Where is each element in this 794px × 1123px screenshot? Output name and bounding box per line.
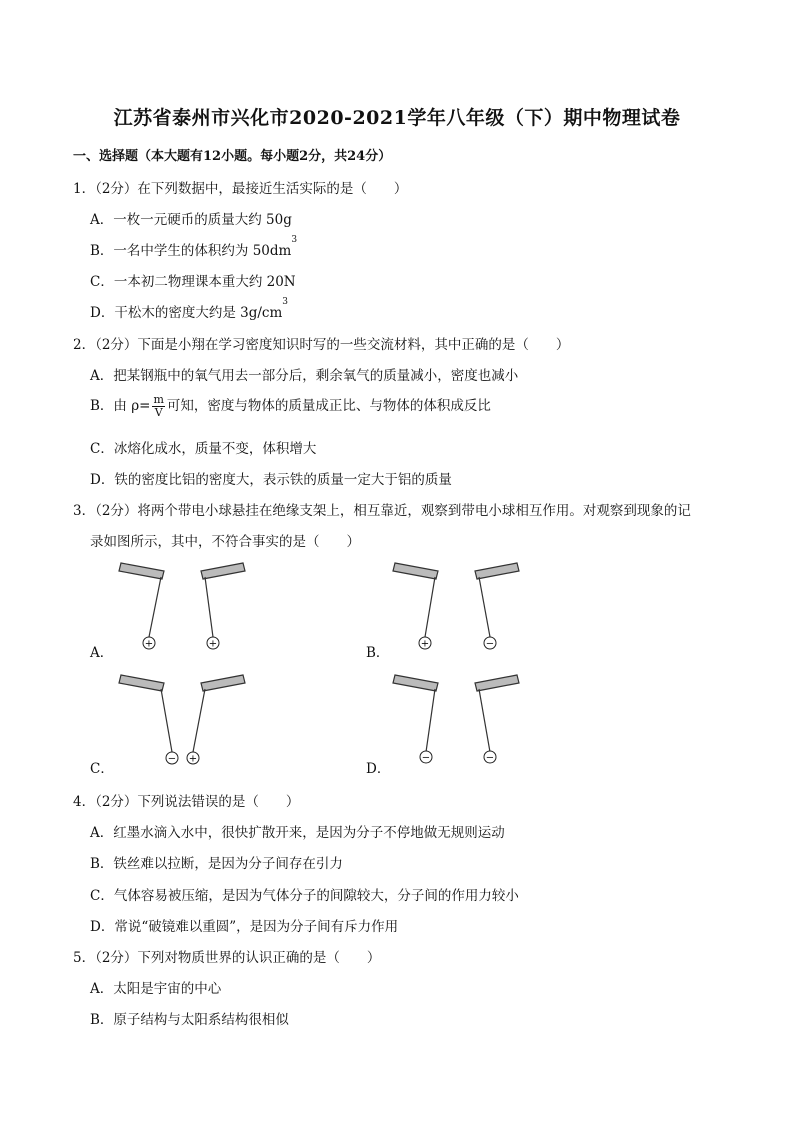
question-3-stem-line-1: 3．（2分）将两个带电小球悬挂在绝缘支架上，相互靠近，观察到带电小球相互作用。对观察到现象的记 (73, 503, 691, 519)
superscript: 3 (282, 297, 288, 307)
thread (193, 689, 205, 752)
figure-label-d: D． (366, 761, 391, 777)
charge-sign: + (144, 638, 154, 650)
thread (425, 577, 435, 637)
charge-sign: − (485, 752, 495, 764)
question-4-option-b: B．铁丝难以拉断，是因为分子间存在引力 (90, 856, 343, 872)
question-4-option-c: C．气体容易被压缩，是因为气体分子的间隙较大，分子间的作用力较小 (90, 888, 519, 904)
charge-sign: + (420, 638, 430, 650)
question-5-stem: 5．（2分）下列对物质世界的认识正确的是（ ） (73, 950, 381, 966)
support-rod (119, 563, 164, 579)
question-4-option-d: D．常说“破镜难以重圆”，是因为分子间有斥力作用 (90, 919, 399, 935)
question-2-option-c: C．冰熔化成水，质量不变，体积增大 (90, 441, 317, 457)
diagram-c (119, 675, 245, 752)
charge-sign: − (485, 638, 495, 650)
diagram-b (393, 563, 519, 637)
support-rod (475, 675, 519, 691)
question-1-stem: 1．（2分）在下列数据中，最接近生活实际的是（ ） (73, 181, 408, 197)
exam-title: 江苏省泰州市兴化市2020-2021学年八年级（下）期中物理试卷 (113, 107, 681, 129)
thread (161, 689, 172, 752)
figure-label-b: B． (366, 645, 390, 661)
question-4-stem: 4．（2分）下列说法错误的是（ ） (73, 794, 300, 810)
question-5-option-a: A．太阳是宇宙的中心 (90, 981, 222, 997)
thread (479, 689, 490, 752)
question-2-stem: 2．（2分）下面是小翔在学习密度知识时写的一些交流材料，其中正确的是（ ） (73, 337, 570, 353)
support-rod (393, 675, 438, 691)
support-rod (475, 563, 519, 579)
diagram-a (119, 563, 245, 637)
question-5-option-b: B．原子结构与太阳系结构很相似 (90, 1012, 289, 1028)
question-4-option-a: A．红墨水滴入水中，很快扩散开来，是因为分子不停地做无规则运动 (90, 825, 505, 841)
question-3-stem-line-2: 录如图所示，其中，不符合事实的是（ ） (90, 534, 360, 550)
diagram-d (393, 675, 519, 752)
support-rod (201, 675, 245, 691)
charge-sign: + (208, 638, 218, 650)
thread (479, 577, 490, 637)
question-1-option-d: D．干松木的密度大约是 $3g/cm^3$ (90, 297, 288, 321)
thread (205, 577, 213, 637)
charge-sign: − (421, 752, 431, 764)
superscript: 3 (291, 235, 298, 245)
support-rod (393, 563, 438, 579)
question-2-option-d: D．铁的密度比铝的密度大，表示铁的质量一定大于铝的质量 (90, 472, 452, 488)
density-fraction: $\frac{m}{V}$ (153, 393, 164, 419)
figure-label-c: C． (90, 761, 114, 777)
thread (426, 689, 435, 752)
question-1-option-b: B．一名中学生的体积约为 $50dm^3$ (90, 235, 298, 259)
charge-sign: + (188, 753, 198, 765)
support-rod (119, 675, 164, 691)
support-rod (201, 563, 245, 579)
thread (149, 577, 161, 637)
charge-sign: − (167, 753, 177, 765)
question-2-option-b: B．由 ρ= $\frac{m}{V}$ 可知，密度与物体的质量成正比、与物体的体积成反比 (90, 393, 491, 419)
section-heading: 一、选择题（本大题有12小题。每小题2分，共24分） (73, 149, 392, 164)
question-2-option-a: A．把某钢瓶中的氧气用去一部分后，剩余氧气的质量减小，密度也减小 (90, 368, 519, 384)
figure-label-a: A． (90, 645, 114, 661)
question-1-option-a: A．一枚一元硬币的质量大约 50g (90, 212, 292, 228)
question-1-option-c: C．一本初二物理课本重大约 20N (90, 274, 296, 290)
